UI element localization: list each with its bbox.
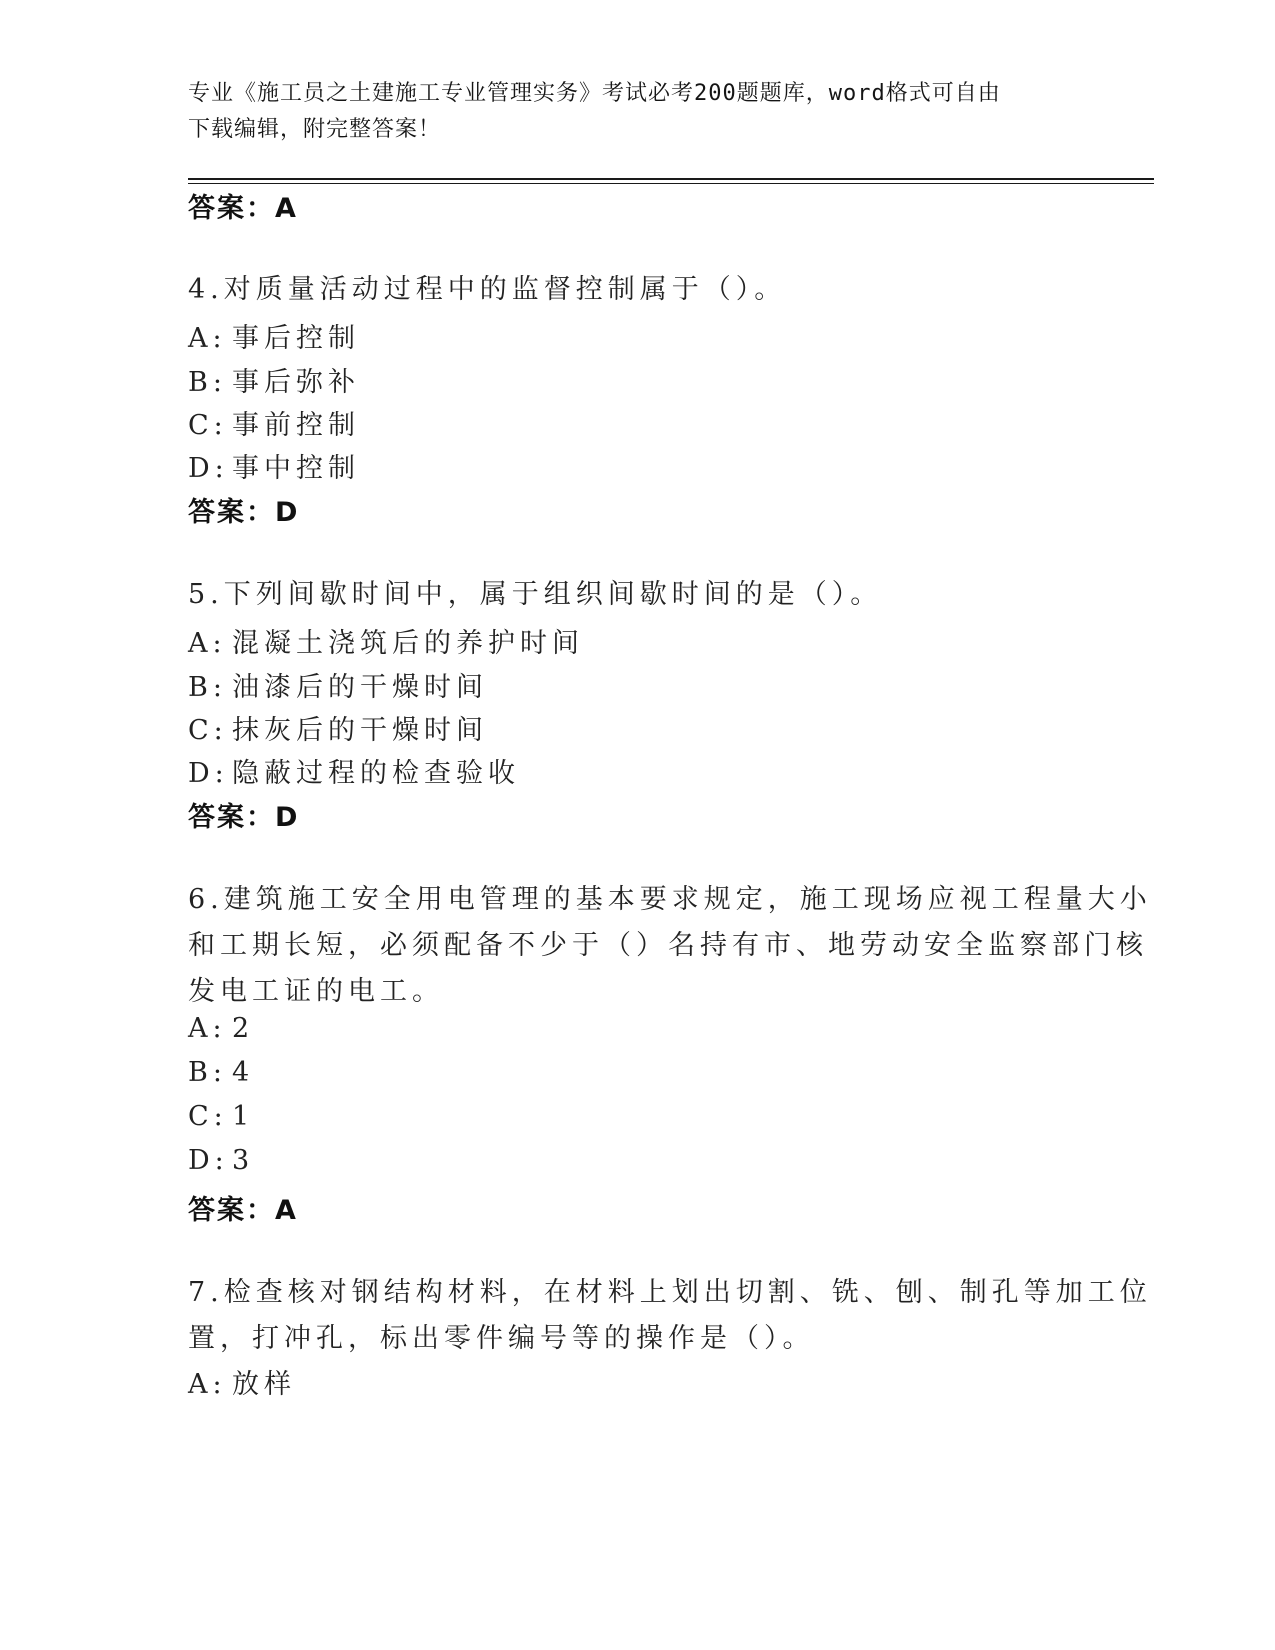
question-6-line-3: 发电工证的电工。 — [188, 976, 444, 1007]
option-letter: A: — [188, 628, 227, 659]
question-5-option-c — [188, 708, 488, 747]
option-letter: C: — [188, 715, 228, 746]
question-6-option-b — [188, 1057, 254, 1088]
question-6-text — [188, 877, 1152, 1015]
question-4-option-a — [188, 316, 360, 355]
option-letter: A: — [188, 1369, 227, 1400]
question-5-option-a — [188, 621, 584, 660]
option-text: 4 — [232, 1057, 255, 1088]
option-text: 事后弥补 — [232, 367, 360, 398]
header-divider-thick — [188, 178, 1154, 180]
question-5-option-b — [188, 665, 488, 704]
question-4-option-b — [188, 360, 360, 399]
question-5-text — [188, 572, 1088, 618]
question-6-line-1: 6.建筑施工安全用电管理的基本要求规定，施工现场应视工程量大小 — [188, 884, 1152, 915]
question-6-option-d — [188, 1145, 254, 1176]
option-text: 混凝土浇筑后的养护时间 — [232, 628, 584, 659]
option-text: 3 — [232, 1145, 255, 1176]
header-divider-thin — [188, 183, 1154, 184]
question-4-option-d — [188, 446, 360, 485]
question-5-line-1: 5.下列间歇时间中，属于组织间歇时间的是（）。 — [188, 579, 883, 610]
question-5-option-d — [188, 751, 520, 790]
question-7-option-a — [188, 1362, 296, 1401]
question-4-line-1: 4.对质量活动过程中的监督控制属于（）。 — [188, 274, 787, 305]
option-text: 抹灰后的干燥时间 — [232, 715, 488, 746]
option-text: 2 — [232, 1013, 255, 1044]
question-6-answer: 答案：A — [188, 1195, 298, 1226]
question-7-text — [188, 1270, 1152, 1362]
header-line-1: 专业《施工员之土建施工专业管理实务》考试必考200题题库，word格式可自由 — [188, 81, 1001, 106]
question-6-option-c — [188, 1101, 254, 1132]
option-text: 事中控制 — [232, 453, 360, 484]
option-text: 事前控制 — [232, 410, 360, 441]
question-6-option-a — [188, 1013, 254, 1044]
question-4-answer: 答案：D — [188, 497, 300, 528]
option-letter: D: — [188, 1145, 229, 1176]
option-letter: B: — [188, 672, 227, 703]
option-letter: D: — [188, 453, 229, 484]
question-4-text — [188, 267, 1088, 313]
option-letter: D: — [188, 758, 229, 789]
question-4-option-c — [188, 403, 360, 442]
document-header — [188, 76, 1068, 148]
option-text: 1 — [232, 1101, 255, 1132]
header-line-2: 下载编辑，附完整答案！ — [188, 117, 442, 142]
option-text: 事后控制 — [232, 323, 360, 354]
answer-prev: 答案：A — [188, 193, 298, 224]
question-6-line-2: 和工期长短，必须配备不少于（）名持有市、地劳动安全监察部门核 — [188, 930, 1148, 961]
option-text: 隐蔽过程的检查验收 — [232, 758, 520, 789]
option-letter: C: — [188, 1101, 228, 1132]
question-7-line-1: 7.检查核对钢结构材料，在材料上划出切割、铣、刨、制孔等加工位 — [188, 1277, 1152, 1308]
question-5-answer: 答案：D — [188, 802, 300, 833]
option-letter: B: — [188, 367, 227, 398]
question-7-line-2: 置，打冲孔，标出零件编号等的操作是（）。 — [188, 1323, 815, 1354]
option-text: 油漆后的干燥时间 — [232, 672, 488, 703]
option-text: 放样 — [232, 1369, 296, 1400]
option-letter: C: — [188, 410, 228, 441]
option-letter: A: — [188, 323, 227, 354]
option-letter: A: — [188, 1013, 227, 1044]
option-letter: B: — [188, 1057, 227, 1088]
